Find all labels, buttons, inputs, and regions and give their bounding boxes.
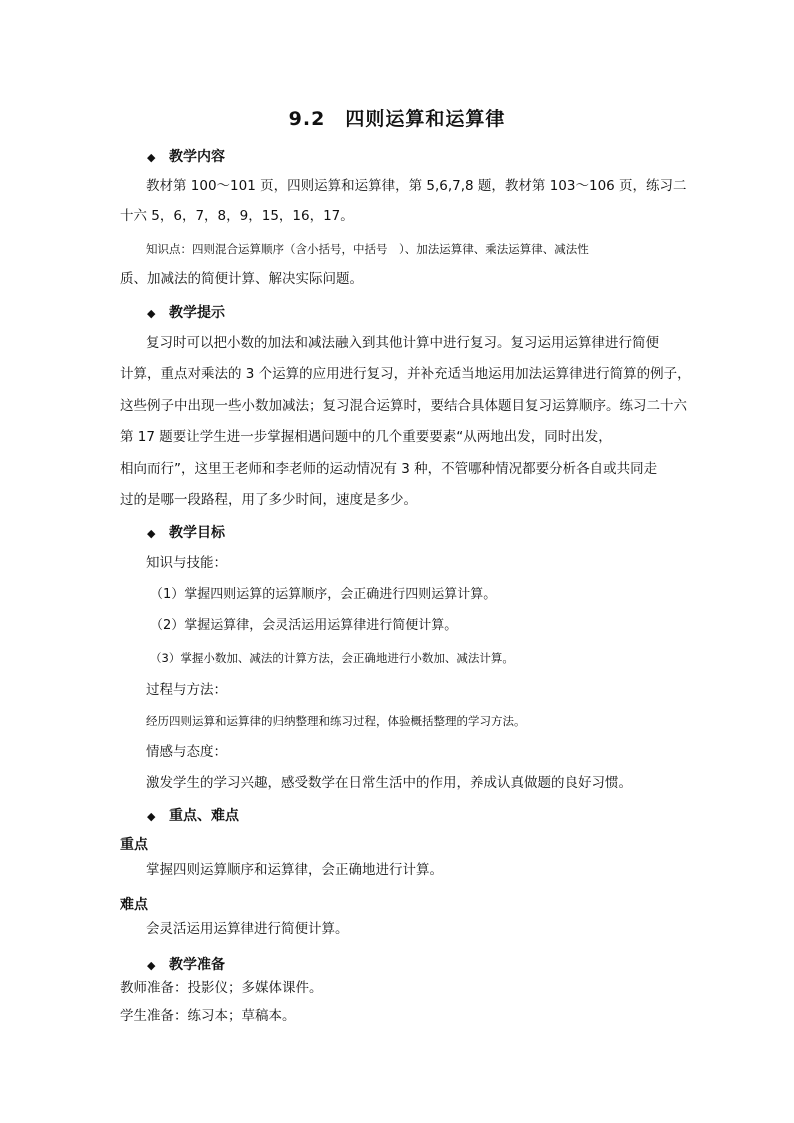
hints-line: 计算，重点对乘法的 3 个运算的应用进行复习，并补充适当地运用加法运算律进行简算的例子， xyxy=(120,366,691,382)
process-label: 过程与方法： xyxy=(146,682,227,698)
teacher-prep: 教师准备：投影仪；多媒体课件。 xyxy=(120,980,323,996)
emotion-text: 激发学生的学习兴趣，感受数学在日常生活中的作用，养成认真做题的良好习惯。 xyxy=(146,775,632,791)
student-prep: 学生准备：练习本；草稿本。 xyxy=(120,1008,296,1024)
goal-item: （1）掌握四则运算的运算顺序，会正确进行四则运算计算。 xyxy=(150,587,497,602)
diamond-bullet-icon: ◆ xyxy=(147,959,156,972)
key-text: 掌握四则运算顺序和运算律，会正确地进行计算。 xyxy=(146,862,443,878)
content-line: 知识点：四则混合运算顺序（含小括号，中括号 ）、加法运算律、乘法运算律、减法性 xyxy=(146,242,589,256)
diamond-bullet-icon: ◆ xyxy=(147,527,156,540)
hints-line: 第 17 题要让学生进一步掌握相遇问题中的几个重要要素“从两地出发，同时出发， xyxy=(120,429,612,445)
diamond-bullet-icon: ◆ xyxy=(147,810,156,823)
section-heading-hints: ◆ 教学提示 xyxy=(147,305,225,321)
content-line: 质、加减法的简便计算、解决实际问题。 xyxy=(120,271,363,287)
process-text: 经历四则运算和运算律的归纳整理和练习过程，体验概括整理的学习方法。 xyxy=(146,714,526,728)
knowledge-label: 知识与技能： xyxy=(146,555,227,571)
section-heading-key: ◆ 重点、难点 xyxy=(147,808,239,824)
page-title: 9.2 四则运算和运算律 xyxy=(288,108,506,130)
section-heading-prep: ◆ 教学准备 xyxy=(147,957,225,973)
diamond-bullet-icon: ◆ xyxy=(147,307,156,320)
section-heading-content: ◆ 教学内容 xyxy=(147,149,225,165)
hints-line: 过的是哪一段路程，用了多少时间，速度是多少。 xyxy=(120,492,417,508)
content-line: 十六 5，6，7，8，9，15，16，17。 xyxy=(120,208,354,224)
content-line: 教材第 100～101 页，四则运算和运算律，第 5,6,7,8 题，教材第 103～106 页，练习二 xyxy=(146,178,687,194)
emotion-label: 情感与态度： xyxy=(146,744,227,760)
section-heading-goals: ◆ 教学目标 xyxy=(147,525,225,541)
difficulty-text: 会灵活运用运算律进行简便计算。 xyxy=(146,921,349,937)
hints-line: 复习时可以把小数的加法和减法融入到其他计算中进行复习。复习运用运算律进行简便 xyxy=(146,335,659,351)
diamond-bullet-icon: ◆ xyxy=(147,151,156,164)
hints-line: 这些例子中出现一些小数加减法；复习混合运算时，要结合具体题目复习运算顺序。练习二十六 xyxy=(120,398,687,414)
goal-item: （2）掌握运算律，会灵活运用运算律进行简便计算。 xyxy=(150,618,458,633)
key-label: 重点 xyxy=(120,837,148,853)
difficulty-label: 难点 xyxy=(120,897,148,913)
hints-line: 相向而行”，这里王老师和李老师的运动情况有 3 种，不管哪种情况都要分析各自或共同走 xyxy=(120,461,658,477)
goal-item: （3）掌握小数加、减法的计算方法，会正确地进行小数加、减法计算。 xyxy=(150,651,514,665)
